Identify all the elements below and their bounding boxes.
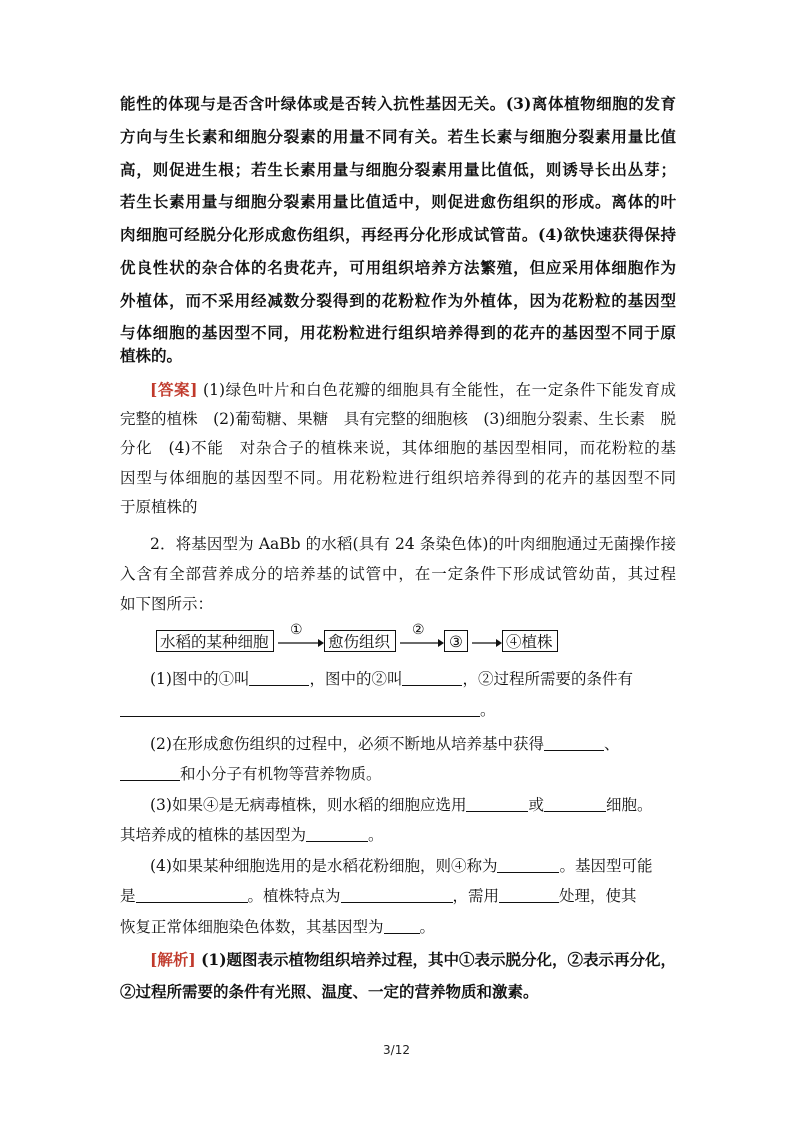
flow-box-callus: 愈伤组织 [324, 630, 396, 652]
flow-box-plant: ④植株 [502, 630, 558, 652]
subquestion-2-cont [120, 764, 676, 784]
answer-blank[interactable] [341, 886, 453, 903]
flow-arrow-2 [398, 622, 444, 656]
flow-arrow-2-label: ② [412, 622, 425, 638]
answer-line: 因型与体细胞的基因型不同。用花粉粒进行组织培养得到的花卉的基因型不同 [120, 469, 676, 487]
answer-line-first [150, 380, 676, 400]
subq1-text-b: ，图中的②叫 [309, 670, 403, 688]
analysis-line: 方向与生长素和细胞分裂素的用量不同有关。若生长素与细胞分裂素用量比值 [120, 127, 676, 146]
analysis-text: (1)题图表示植物组织培养过程，其中①表示脱分化，②表示再分化， [201, 950, 677, 969]
question-stem: 如下图所示： [120, 595, 214, 613]
subq2-text-b: 、 [603, 735, 620, 753]
flow-box-3: ③ [444, 630, 468, 652]
analysis-line: 能性的体现与是否含叶绿体或是否转入抗性基因无关。(3)离体植物细胞的发育 [120, 94, 676, 113]
page-number: 3/12 [383, 1043, 410, 1057]
subq1-text-c: ，②过程所需要的条件有 [462, 670, 633, 688]
subq3-text-c: 细胞。 [605, 796, 653, 814]
flow-box-cell: 水稻的某种细胞 [156, 630, 274, 652]
answer-line: 于原植株的 [120, 498, 198, 516]
process-flow-diagram [156, 622, 616, 656]
analysis-line: 高，则促进生根；若生长素用量与细胞分裂素用量比值低，则诱导长出丛芽； [120, 160, 676, 179]
answer-tag: [答案] [150, 380, 198, 399]
subquestion-1-cont [120, 700, 676, 720]
subq4-text-f: 处理，使其 [559, 887, 637, 905]
answer-blank[interactable] [120, 764, 180, 781]
analysis-line: 植株的。 [120, 346, 183, 365]
subq4-text-g: 恢复正常体细胞染色体数，其基因型为 [120, 918, 384, 936]
subquestion-3-cont [120, 825, 676, 845]
flow-arrow-1-label: ① [290, 622, 303, 638]
question-stem: 入含有全部营养成分的培养基的试管中，在一定条件下形成试管幼苗，其过程 [120, 565, 676, 583]
analysis-line: 与体细胞的基因型不同，用花粉粒进行组织培养得到的花卉的基因型不同于原 [120, 323, 676, 342]
analysis-line: ②过程所需要的条件有光照、温度、一定的营养物质和激素。 [120, 982, 539, 1001]
subq4-text-e: ，需用 [452, 887, 500, 905]
question-stem: 2．将基因型为 AaBb 的水稻(具有 24 条染色体)的叶肉细胞通过无菌操作接 [150, 535, 676, 553]
flow-arrow-1 [276, 622, 324, 656]
subquestion-4-cont [120, 886, 676, 906]
answer-text: (1)绿色叶片和白色花瓣的细胞具有全能性，在一定条件下能发育成 [203, 381, 676, 399]
answer-blank[interactable] [249, 669, 309, 686]
subq2-text-a: (2)在形成愈伤组织的过程中，必须不断地从培养基中获得 [150, 735, 544, 753]
answer-blank[interactable] [120, 700, 480, 717]
answer-line: 分化 (4)不能 对杂合子的植株来说，其体细胞的基因型相同，而花粉粒的基 [120, 439, 676, 457]
subq4-text-h: 。 [419, 918, 436, 936]
subq4-text-d: 。植株特点为 [247, 887, 341, 905]
subquestion-1 [150, 669, 676, 689]
answer-blank[interactable] [384, 917, 420, 934]
answer-blank[interactable] [544, 734, 604, 751]
subq4-text-c: 是 [120, 887, 136, 905]
subq2-text-c: 和小分子有机物等营养物质。 [180, 765, 382, 783]
subq3-text-b: 或 [528, 796, 544, 814]
flow-arrow-3 [470, 628, 502, 656]
analysis-tag: [解析] [150, 950, 196, 969]
analysis-line: 优良性状的杂合体的名贵花卉，可用组织培养方法繁殖，但应采用体细胞作为 [120, 258, 676, 277]
answer-blank[interactable] [136, 886, 248, 903]
subq1-end: 。 [480, 701, 496, 719]
answer-line: 完整的植株 (2)葡萄糖、果糖 具有完整的细胞核 (3)细胞分裂素、生长素 脱 [120, 410, 676, 428]
subq3-text-a: (3)如果④是无病毒植株，则水稻的细胞应选用 [150, 796, 467, 814]
subq4-text-a: (4)如果某种细胞选用的是水稻花粉细胞，则④称为 [150, 857, 498, 875]
answer-blank[interactable] [499, 886, 559, 903]
analysis-line: 若生长素用量与细胞分裂素用量比值适中，则促进愈伤组织的形成。离体的叶 [120, 192, 676, 211]
subquestion-3 [150, 795, 676, 815]
subq4-text-b: 。基因型可能 [559, 857, 653, 875]
analysis-line: 外植体，而不采用经减数分裂得到的花粉粒作为外植体，因为花粉粒的基因型 [120, 291, 676, 310]
analysis-line-first [150, 950, 676, 970]
answer-blank[interactable] [306, 825, 368, 842]
subquestion-4 [150, 856, 676, 876]
answer-blank[interactable] [497, 856, 559, 873]
answer-blank[interactable] [466, 795, 528, 812]
subq3-text-e: 。 [368, 826, 384, 844]
subq1-text-a: (1)图中的①叫 [150, 670, 250, 688]
subquestion-2 [150, 734, 676, 754]
answer-blank[interactable] [544, 795, 606, 812]
subquestion-4-cont2 [120, 917, 676, 937]
answer-blank[interactable] [402, 669, 462, 686]
subq3-text-d: 其培养成的植株的基因型为 [120, 826, 307, 844]
analysis-line: 肉细胞可经脱分化形成愈伤组织，再经再分化形成试管苗。(4)欲快速获得保持 [120, 225, 676, 244]
